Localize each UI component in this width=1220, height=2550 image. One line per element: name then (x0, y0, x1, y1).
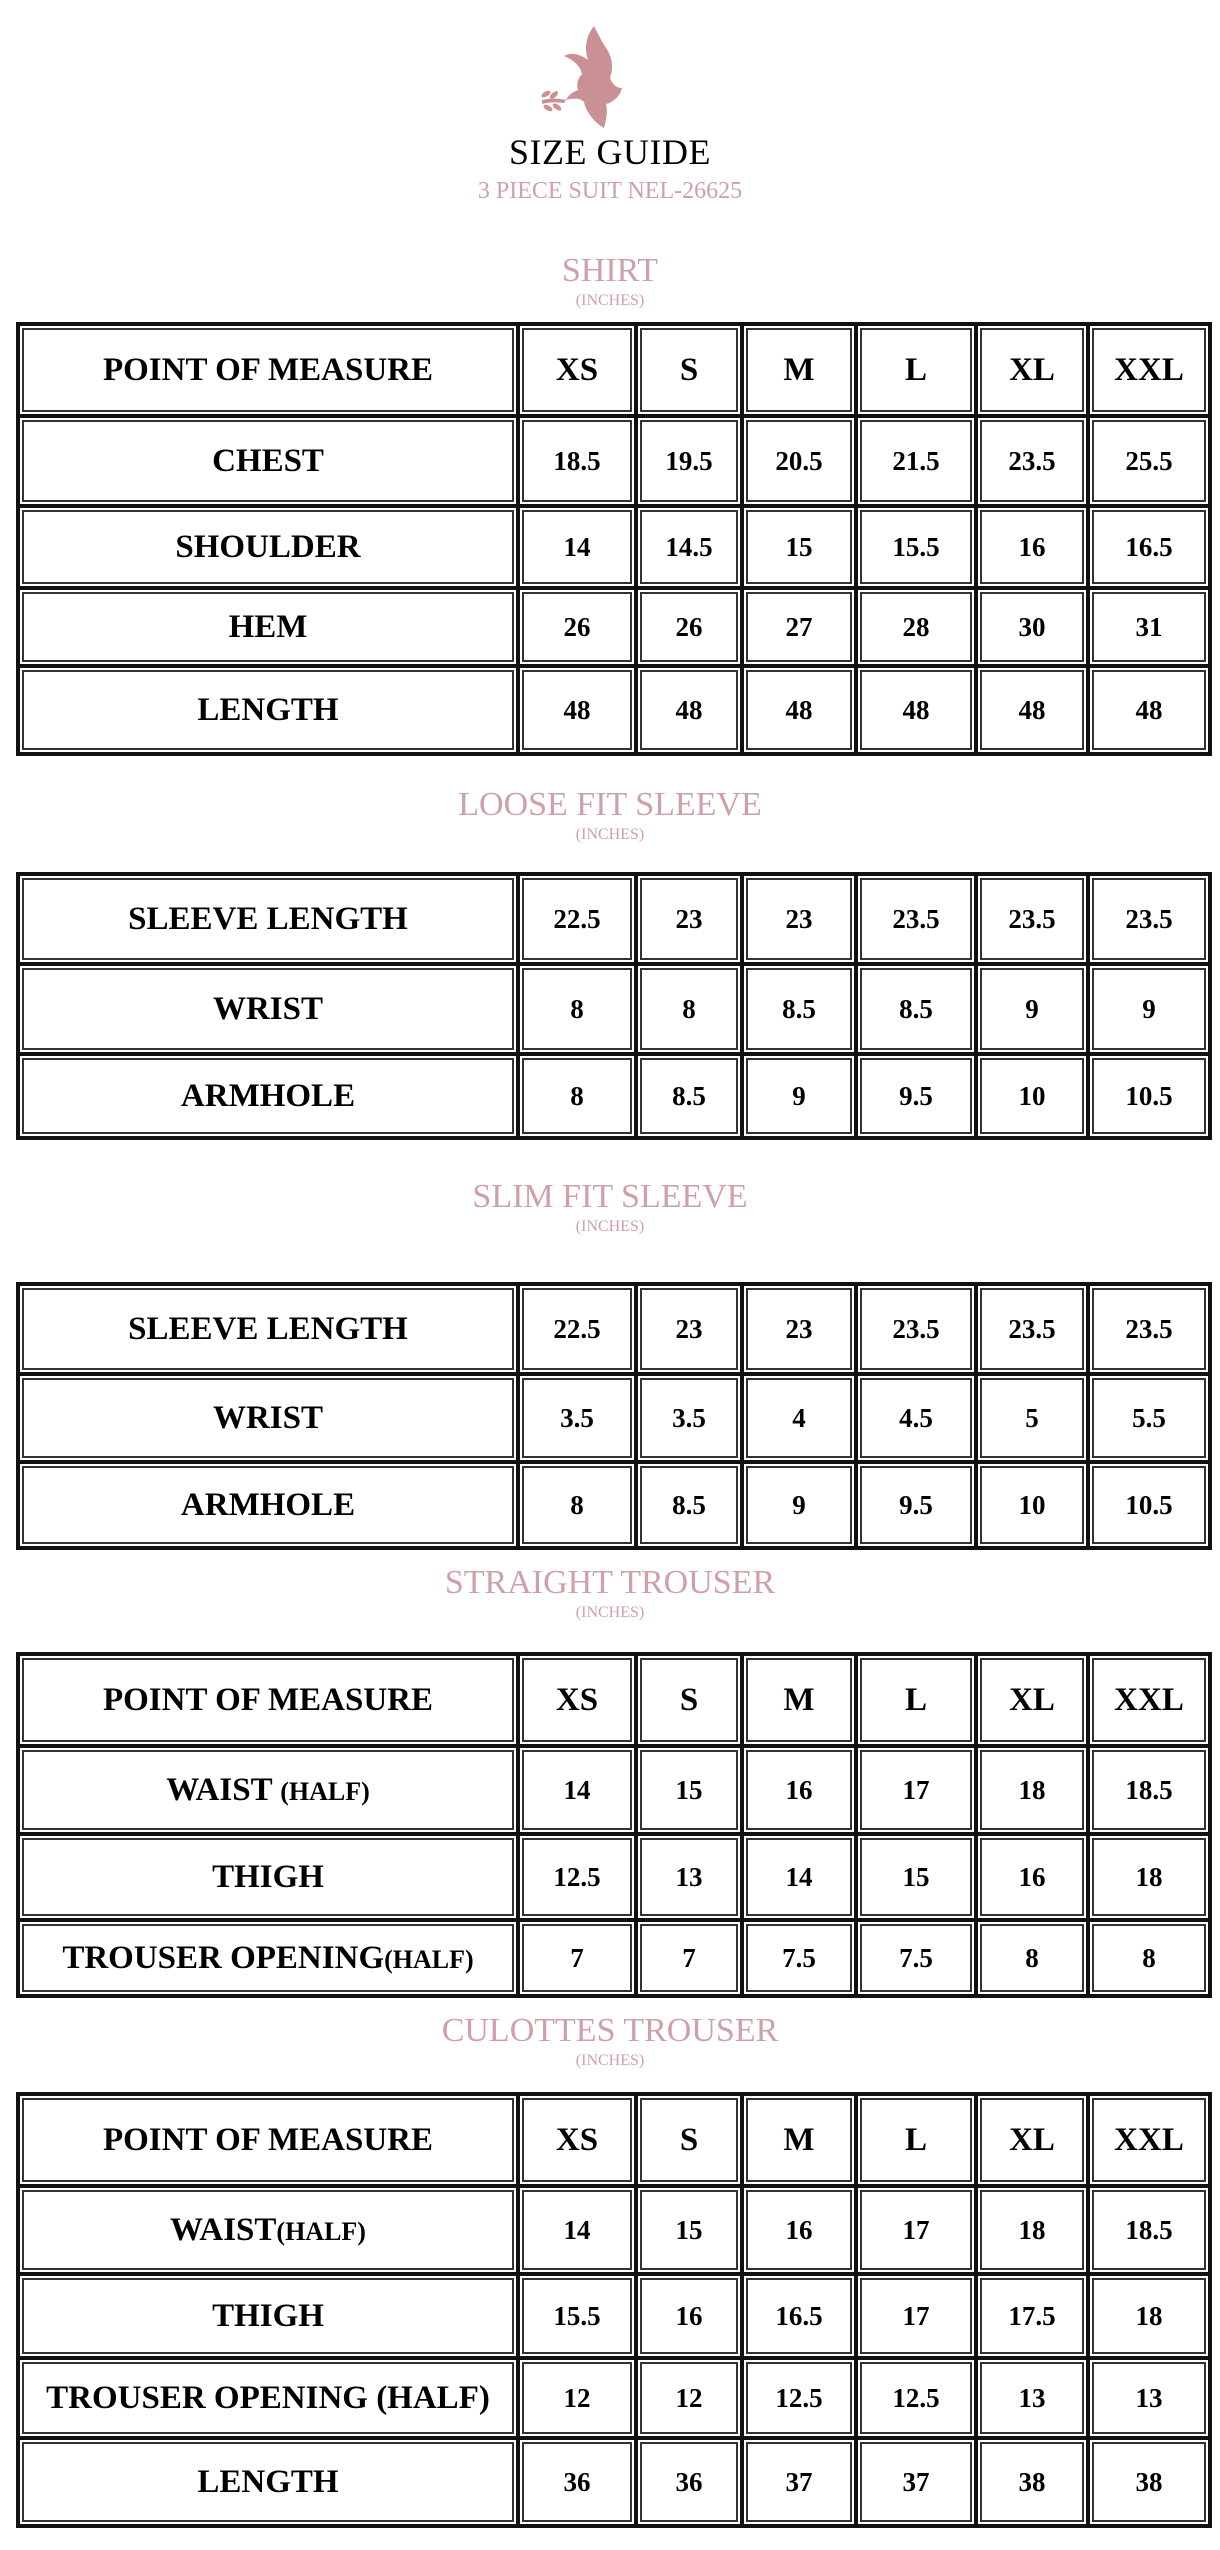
section-unit: (INCHES) (575, 2052, 645, 2069)
table-row (18, 1374, 1210, 1462)
table-cell: 17 (856, 2186, 976, 2274)
table-cell: 8 (518, 1462, 636, 1548)
table-cell: 7.5 (742, 1920, 856, 1996)
table-cell: 48 (976, 666, 1088, 754)
section-title: SLIM FIT SLEEVE (472, 1178, 748, 1215)
table-cell: 8.5 (636, 1054, 742, 1138)
table-cell: 7 (518, 1920, 636, 1996)
section-heading-straight-trouser (0, 1564, 1220, 1623)
table-cell: 15.5 (856, 506, 976, 588)
row-label-text: TROUSER OPENING (62, 1939, 385, 1976)
header-cell: S (636, 2094, 742, 2186)
table-cell: 12 (636, 2358, 742, 2438)
table-row (18, 2186, 1210, 2274)
table-cell: 36 (518, 2438, 636, 2526)
straight-trouser-table (16, 1652, 1212, 1998)
table-row (18, 1834, 1210, 1920)
table-cell: 22.5 (518, 874, 636, 964)
slim-fit-sleeve-table (16, 1282, 1212, 1550)
table-cell: 8 (518, 1054, 636, 1138)
page-subtitle: 3 PIECE SUIT NEL-26625 (477, 178, 743, 204)
table-header-row (18, 1654, 1210, 1746)
table-cell: 18 (976, 1746, 1088, 1834)
header-cell: POINT OF MEASURE (18, 1654, 518, 1746)
table-cell: 23 (636, 1284, 742, 1374)
table-cell: 23.5 (976, 874, 1088, 964)
header-cell: L (856, 1654, 976, 1746)
section-title: LOOSE FIT SLEEVE (458, 786, 762, 823)
table-cell: 16 (742, 1746, 856, 1834)
section-title: SHIRT (561, 252, 659, 289)
table-cell: 8 (976, 1920, 1088, 1996)
table-cell: 23 (742, 874, 856, 964)
header-cell: XXL (1088, 1654, 1210, 1746)
table-cell: 10.5 (1088, 1054, 1210, 1138)
table-row (18, 874, 1210, 964)
table-cell: 16.5 (1088, 506, 1210, 588)
header-cell: XL (976, 2094, 1088, 2186)
culottes-trouser-table (16, 2092, 1212, 2528)
header-cell: L (856, 2094, 976, 2186)
table-cell: 48 (742, 666, 856, 754)
table-cell: 13 (976, 2358, 1088, 2438)
table-cell: 26 (518, 588, 636, 666)
table-cell: 9.5 (856, 1462, 976, 1548)
header-cell: M (742, 324, 856, 416)
section-heading-shirt (0, 252, 1220, 311)
table-header-row (18, 2094, 1210, 2186)
row-label-suffix: (HALF) (384, 1944, 474, 1974)
table-cell: 48 (856, 666, 976, 754)
table-cell: 5.5 (1088, 1374, 1210, 1462)
row-label (18, 1920, 518, 1996)
table-cell: 15 (742, 506, 856, 588)
table-row (18, 1920, 1210, 1996)
table-cell: 16 (742, 2186, 856, 2274)
table-row (18, 588, 1210, 666)
table-cell: 8 (1088, 1920, 1210, 1996)
section-unit: (INCHES) (575, 826, 645, 843)
table-cell: 22.5 (518, 1284, 636, 1374)
table-cell: 8.5 (636, 1462, 742, 1548)
table-cell: 17 (856, 2274, 976, 2358)
table-cell: 14 (518, 506, 636, 588)
row-label: THIGH (18, 1834, 518, 1920)
table-cell: 8 (518, 964, 636, 1054)
table-cell: 14 (518, 2186, 636, 2274)
table-row (18, 1462, 1210, 1548)
table-cell: 4 (742, 1374, 856, 1462)
row-label: SLEEVE LENGTH (18, 874, 518, 964)
table-row (18, 416, 1210, 506)
table-cell: 15 (636, 1746, 742, 1834)
table-cell: 9 (742, 1462, 856, 1548)
table-cell: 25.5 (1088, 416, 1210, 506)
table-cell: 15.5 (518, 2274, 636, 2358)
section-heading-slim-fit-sleeve (0, 1178, 1220, 1237)
table-cell: 19.5 (636, 416, 742, 506)
shirt-table (16, 322, 1212, 756)
table-cell: 15 (636, 2186, 742, 2274)
header-cell: S (636, 1654, 742, 1746)
table-cell: 9 (1088, 964, 1210, 1054)
row-label: HEM (18, 588, 518, 666)
row-label: LENGTH (18, 2438, 518, 2526)
dove-with-branch-icon (528, 18, 648, 138)
table-cell: 23.5 (856, 1284, 976, 1374)
table-cell: 48 (1088, 666, 1210, 754)
table-cell: 13 (1088, 2358, 1210, 2438)
table-cell: 12.5 (742, 2358, 856, 2438)
table-cell: 26 (636, 588, 742, 666)
table-row (18, 1054, 1210, 1138)
row-label-text: WAIST (166, 1771, 272, 1808)
header-cell: M (742, 1654, 856, 1746)
table-cell: 5 (976, 1374, 1088, 1462)
section-title: CULOTTES TROUSER (441, 2012, 779, 2049)
table-cell: 18 (1088, 1834, 1210, 1920)
row-label (18, 2186, 518, 2274)
row-label: WRIST (18, 1374, 518, 1462)
section-heading-loose-fit-sleeve (0, 786, 1220, 845)
table-cell: 23 (742, 1284, 856, 1374)
table-cell: 30 (976, 588, 1088, 666)
loose-fit-sleeve-table (16, 872, 1212, 1140)
table-cell: 27 (742, 588, 856, 666)
row-label-suffix: (HALF) (276, 2216, 366, 2246)
table-cell: 3.5 (636, 1374, 742, 1462)
table-row (18, 1746, 1210, 1834)
header-cell: POINT OF MEASURE (18, 2094, 518, 2186)
row-label-suffix: (HALF) (280, 1776, 370, 1806)
table-cell: 10 (976, 1462, 1088, 1548)
table-cell: 10 (976, 1054, 1088, 1138)
table-cell: 18.5 (1088, 1746, 1210, 1834)
table-row (18, 506, 1210, 588)
table-cell: 23 (636, 874, 742, 964)
table-row (18, 1284, 1210, 1374)
row-label (18, 1746, 518, 1834)
row-label-text: WAIST (170, 2211, 277, 2248)
row-label: SHOULDER (18, 506, 518, 588)
table-row (18, 2438, 1210, 2526)
row-label: TROUSER OPENING (HALF) (18, 2358, 518, 2438)
table-cell: 10.5 (1088, 1462, 1210, 1548)
row-label: CHEST (18, 416, 518, 506)
table-cell: 12 (518, 2358, 636, 2438)
table-cell: 23.5 (976, 416, 1088, 506)
row-label: THIGH (18, 2274, 518, 2358)
table-cell: 4.5 (856, 1374, 976, 1462)
header-cell: M (742, 2094, 856, 2186)
table-cell: 13 (636, 1834, 742, 1920)
table-cell: 48 (518, 666, 636, 754)
header-cell: XS (518, 1654, 636, 1746)
table-row (18, 666, 1210, 754)
table-cell: 9 (976, 964, 1088, 1054)
header-cell: XL (976, 324, 1088, 416)
header-cell: L (856, 324, 976, 416)
table-cell: 17 (856, 1746, 976, 1834)
table-cell: 36 (636, 2438, 742, 2526)
table-cell: 23.5 (1088, 1284, 1210, 1374)
table-cell: 16.5 (742, 2274, 856, 2358)
table-cell: 8 (636, 964, 742, 1054)
table-cell: 38 (1088, 2438, 1210, 2526)
table-cell: 23.5 (856, 874, 976, 964)
table-cell: 21.5 (856, 416, 976, 506)
table-cell: 16 (976, 1834, 1088, 1920)
table-cell: 15 (856, 1834, 976, 1920)
table-cell: 12.5 (856, 2358, 976, 2438)
row-label: ARMHOLE (18, 1462, 518, 1548)
table-cell: 23.5 (976, 1284, 1088, 1374)
table-cell: 28 (856, 588, 976, 666)
table-row (18, 2358, 1210, 2438)
table-cell: 20.5 (742, 416, 856, 506)
table-cell: 7.5 (856, 1920, 976, 1996)
section-unit: (INCHES) (575, 292, 645, 309)
table-cell: 7 (636, 1920, 742, 1996)
table-cell: 14 (518, 1746, 636, 1834)
table-cell: 8.5 (742, 964, 856, 1054)
table-header-row (18, 324, 1210, 416)
table-row (18, 964, 1210, 1054)
section-title: STRAIGHT TROUSER (444, 1564, 776, 1601)
page-title: SIZE GUIDE (509, 132, 711, 172)
row-label: WRIST (18, 964, 518, 1054)
table-cell: 16 (636, 2274, 742, 2358)
table-row (18, 2274, 1210, 2358)
header-cell: S (636, 324, 742, 416)
header-cell: POINT OF MEASURE (18, 324, 518, 416)
header-cell: XS (518, 2094, 636, 2186)
table-cell: 3.5 (518, 1374, 636, 1462)
row-label: ARMHOLE (18, 1054, 518, 1138)
header-cell: XS (518, 324, 636, 416)
table-cell: 18 (1088, 2274, 1210, 2358)
table-cell: 23.5 (1088, 874, 1210, 964)
table-cell: 37 (742, 2438, 856, 2526)
table-cell: 9.5 (856, 1054, 976, 1138)
table-cell: 14.5 (636, 506, 742, 588)
table-cell: 9 (742, 1054, 856, 1138)
table-cell: 17.5 (976, 2274, 1088, 2358)
table-cell: 37 (856, 2438, 976, 2526)
table-cell: 38 (976, 2438, 1088, 2526)
table-cell: 16 (976, 506, 1088, 588)
table-cell: 12.5 (518, 1834, 636, 1920)
table-cell: 18.5 (518, 416, 636, 506)
table-cell: 48 (636, 666, 742, 754)
header-cell: XL (976, 1654, 1088, 1746)
table-cell: 31 (1088, 588, 1210, 666)
header-cell: XXL (1088, 324, 1210, 416)
row-label: SLEEVE LENGTH (18, 1284, 518, 1374)
section-heading-culottes-trouser (0, 2012, 1220, 2071)
header-cell: XXL (1088, 2094, 1210, 2186)
table-cell: 14 (742, 1834, 856, 1920)
table-cell: 18.5 (1088, 2186, 1210, 2274)
section-unit: (INCHES) (575, 1218, 645, 1235)
row-label: LENGTH (18, 666, 518, 754)
table-cell: 8.5 (856, 964, 976, 1054)
section-unit: (INCHES) (575, 1604, 645, 1621)
table-cell: 18 (976, 2186, 1088, 2274)
